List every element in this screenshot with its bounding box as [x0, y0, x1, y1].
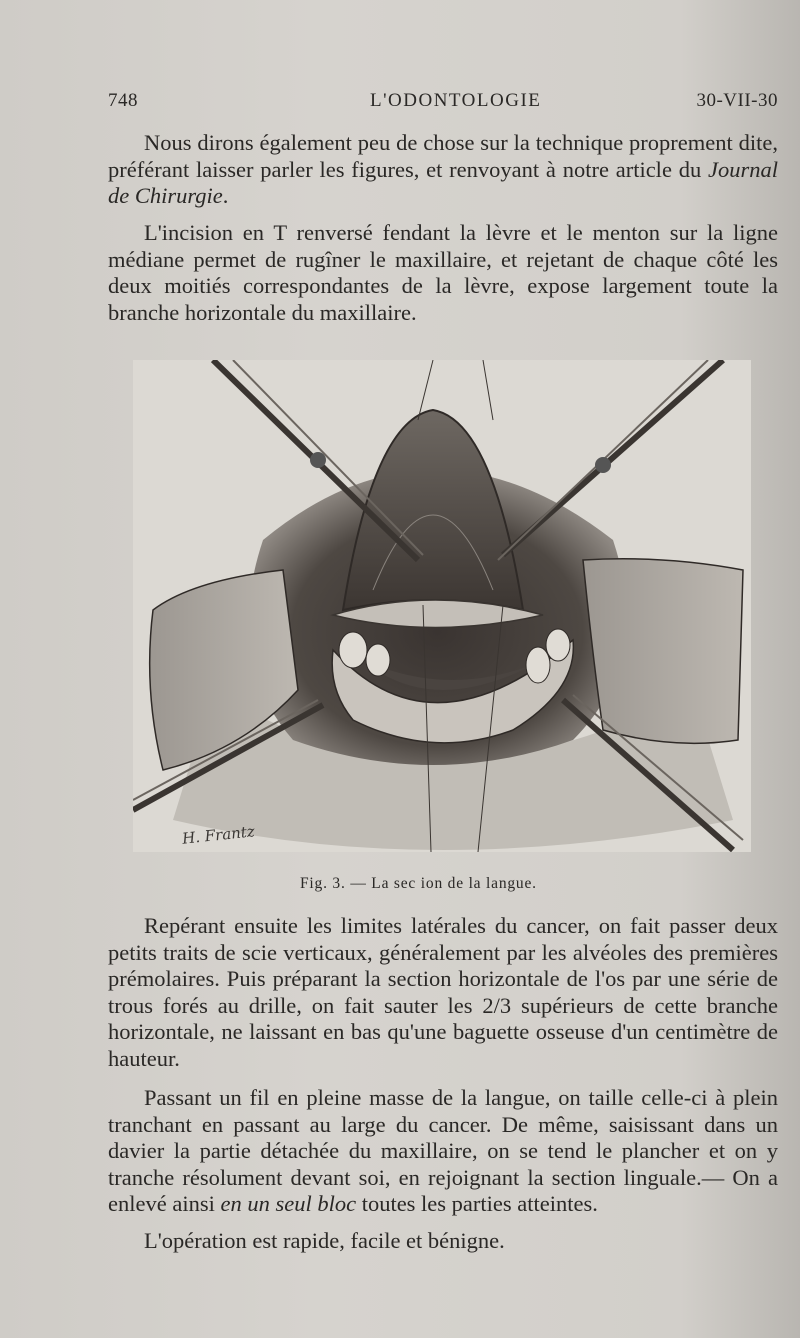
paragraph-1-text: Nous dirons également peu de chose sur la technique proprement dite, préférant laisser parler les figures, et renvoyant à notre article du	[108, 130, 778, 182]
figure-caption: Fig. 3. — La sec ion de la langue.	[300, 875, 537, 892]
paragraph-1-end: .	[222, 183, 229, 208]
issue-date: 30-VII-30	[696, 90, 778, 111]
right-lip-flap	[583, 559, 743, 744]
paragraph-5-text: L'opération est rapide, facile et bénigne.	[144, 1228, 505, 1253]
surgical-illustration	[133, 360, 751, 852]
paragraph-1	[108, 130, 778, 210]
surgical-engraving	[133, 360, 751, 852]
journal-reference: Journal de Chirurgie	[108, 156, 778, 208]
tooth-right	[526, 647, 550, 683]
running-head	[108, 90, 778, 118]
paragraph-3	[108, 913, 778, 1072]
paragraph-4-text: Passant un fil en pleine masse de la langue, on taille celle-ci à plein tranchant en passant au large du cancer. De même, saisissant dans un davier la partie détachée du maxillaire, on se tend le plancher et on y tranche résolument devant soi, en rejoignant la section linguale.— On a enlevé ainsi	[108, 1085, 778, 1216]
paragraph-2-text: L'incision en T renversé fendant la lèvre et le menton sur la ligne médiane permet de rugîner le maxillaire, et rejetant de chaque côté les deux moitiés correspondantes de la lèvre, expose largement toute la branche horizontale du maxillaire.	[108, 220, 778, 325]
paragraph-5	[108, 1228, 778, 1255]
artist-signature: H. Frantz	[181, 822, 256, 848]
tooth-right-2	[546, 629, 570, 661]
tooth-left-2	[366, 644, 390, 676]
journal-title: L'ODONTOLOGIE	[370, 90, 542, 111]
emphasis-seul-bloc: en un seul bloc	[220, 1191, 357, 1216]
paragraph-3-text: Repérant ensuite les limites latérales du cancer, on fait passer deux petits traits de scie verticaux, généralement par les alvéoles des premières prémolaires. Puis préparant la section horizontale de l'os par une série de trous forés au drille, on fait sauter les 2/3 supérieurs de cette branche horizontale, ne laissant en bas qu'une baguette osseuse d'un centimètre de hauteur.	[108, 913, 778, 1071]
paragraph-4	[108, 1085, 778, 1218]
tooth-left	[339, 632, 367, 668]
paragraph-2	[108, 220, 778, 326]
page-number: 748	[108, 90, 138, 111]
paragraph-4-end: toutes les parties atteintes.	[356, 1191, 598, 1216]
